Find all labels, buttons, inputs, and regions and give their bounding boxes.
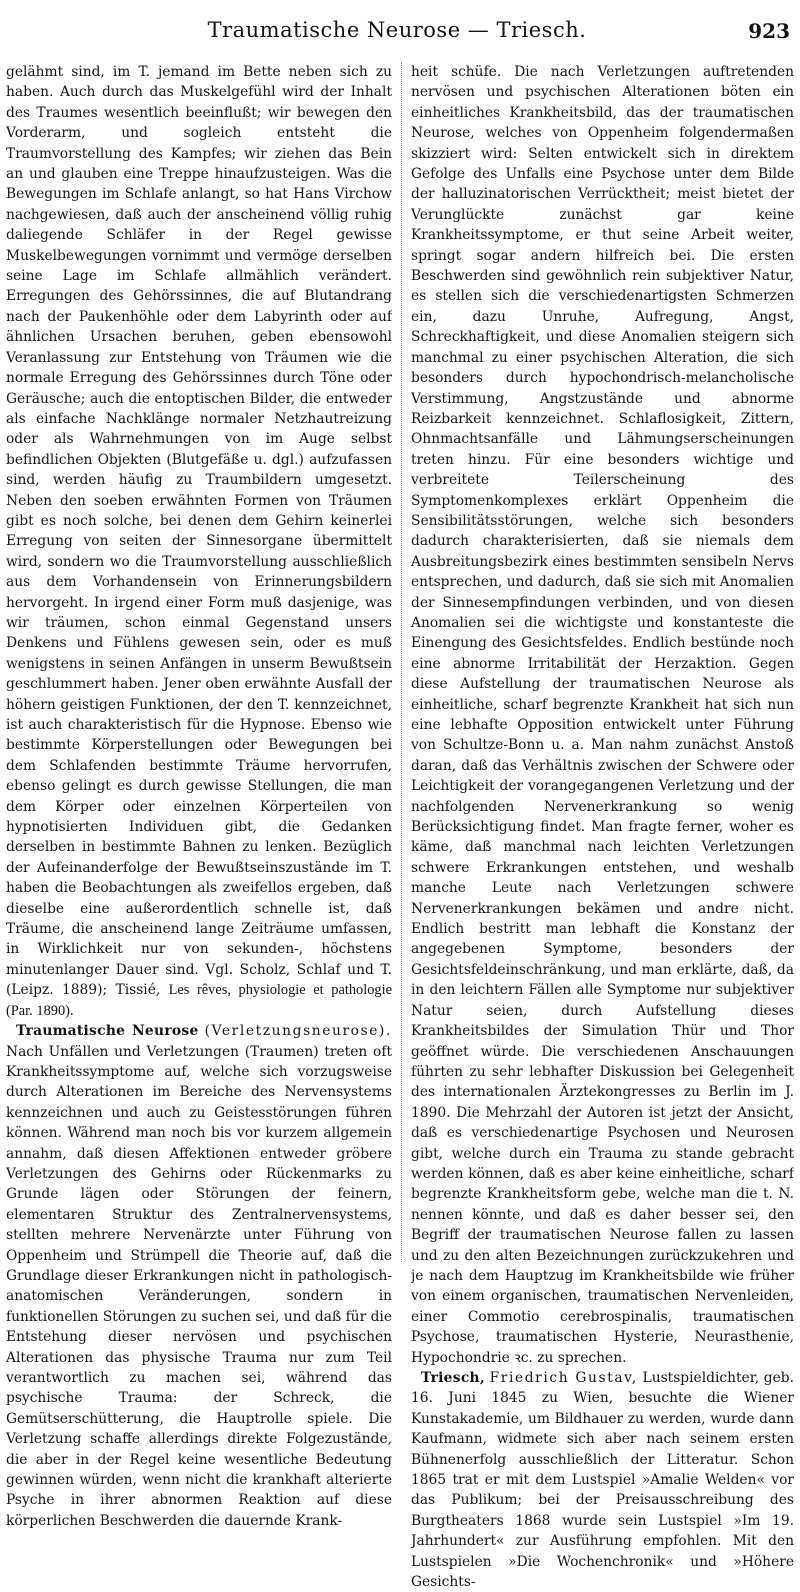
entry-headword: Triesch, bbox=[421, 1370, 485, 1386]
entry-traumatische-neurose bbox=[6, 1021, 392, 1531]
running-title: Traumatische Neurose — Triesch. bbox=[207, 18, 587, 42]
entry-synonym: (Verletzungsneurose). bbox=[204, 1023, 392, 1040]
dream-article-text: gelähmt sind, im T. jemand im Bette neben sich zu haben. Auch durch das Muskelgefühl wird der Inhalt des Traumes wesentlich beeinflußt; wir bewegen den Vorderarm, und sogleich entsteht die Traumvorstellung des Kampfes; wir ziehen das Bein an und glauben eine Treppe hinaufzusteigen. Was die Bewegungen im Schlafe anlangt, so hat Hans Virchow nachgewiesen, daß auch der anscheinend völlig ruhig daliegende Schläfer in der Regel gewisse Muskelbewegungen vornimmt und vermöge derselben seine Lage im Schlafe allmählich verändert. Erregungen des Gehörssinnes, die auf Blutandrang nach der Paukenhöhle oder dem Labyrinth oder auf ähnlichen Ursachen beruhen, geben ebensowohl Veranlassung zur Entstehung von Träumen wie die normale Erregung des Gehörssinnes durch Töne oder Geräusche; auch die entoptischen Bilder, die entweder als einfache Nachklänge normaler Netzhautreizung oder als Wahrnehmungen von im Auge selbst befindlichen Objekten (Blutgefäße u. dgl.) aufzufassen sind, werden häufig zu Traumbildern umgesetzt. Neben den soeben erwähnten Formen von Träumen gibt es noch solche, bei denen dem Gehirn keinerlei Erregung von seiten der Sinnesorgane übermittelt wird, sondern wo die Traumvorstellung ausschließlich aus dem Vorhandensein von Erinnerungsbildern hervorgeht. In irgend einer Form muß dasjenige, was wir träumen, schon einmal Gegenstand unsers Denkens und Fühlens gewesen sein, oder es muß wenigstens in seinen Anfängen in unserm Bewußtsein geschlummert haben. Jener oben erwähnte Ausfall der höhern geistigen Funktionen, der den T. kennzeichnet, ist auch charakteristisch für die Hypnose. Ebenso wie bestimmte Körperstellungen oder Bewegungen bei dem Schlafenden bestimmte Träume hervorrufen, ebenso gelingt es durch gewisse Stellungen, die man dem Körper oder einzelnen Körperteilen von hypnotisierten Individuen gibt, die Gedanken derselben in bestimmte Bahnen zu lenken. Bezüglich der Aufeinanderfolge der Bewußtseinszustände im T. haben die Beobachtungen als zweifellos ergeben, daß dieselbe eine außerordentlich schnelle ist, daß Träume, die anscheinend lange Zeiträume umfassen, in Wirklichkeit nur von sekunden-, höchstens minutenlanger Dauer sind. Vgl. Scholz, Schlaf und T. (Leipz. 1889); Tissié, bbox=[6, 64, 392, 999]
page-number: 923 bbox=[748, 19, 790, 43]
entry-given-names: Friedrich Gustav, bbox=[489, 1370, 638, 1386]
page-header bbox=[4, 18, 790, 54]
tissie-reference: Les rêves, physiologie et pathologie (Par. 1890). bbox=[6, 982, 392, 1019]
column-divider bbox=[401, 62, 402, 1262]
entry-body: Lustspieldichter, geb. 16. Juni 1845 zu Wien, besuchte die Wiener Kunstakademie, um Bildhauer zu werden, wurde dann Kaufmann, widmete sich aber nach seinem ersten Bühnenerfolg ausschließlich der Litteratur. Schon 1865 trat er mit dem Lustspiel »Amalie Welden« vor das Publikum; bei der Preisausschreibung des Burgtheaters 1868 wurde sein Lustspiel »Im 19. Jahrhundert« zur Ausführung empfohlen. Mit den Lustspielen »Die Wochenchronik« und »Höhere Gesichts- bbox=[411, 1370, 794, 1591]
right-column bbox=[411, 62, 794, 1592]
entry-triesch bbox=[411, 1368, 794, 1592]
neurose-article-continuation: heit schüfe. Die nach Verletzungen auftretenden nervösen und psychischen Alterationen böten ein einheitliches Krankheitsbild, das der traumatischen Neurose, welches von Oppenheim folgendermaßen skizziert wird: Selten entwickelt sich in direktem Gefolge des Unfalls eine Psychose unter dem Bilde der halluzinatorischen Verrücktheit; meist bietet der Verunglückte zunächst gar keine Krankheitssymptome, er thut seine Arbeit weiter, springt sogar andern hilfreich bei. Die ersten Beschwerden sind gewöhnlich rein subjektiver Natur, es stellen sich die verschiedenartigsten Schmerzen ein, dazu Unruhe, Aufregung, Angst, Schreckhaftigkeit, und diese Anomalien steigern sich manchmal zu einer psychischen Alteration, die sich besonders durch hypochondrisch-melancholische Verstimmung, Angstzustände und abnorme Reizbarkeit kennzeichnet. Schlaflosigkeit, Zittern, Ohnmachtsanfälle und Lähmungserscheinungen treten hinzu. Für eine besonders wichtige und verbreitete Teilerscheinung des Symptomenkomplexes erklärt Oppenheim die Sensibilitätsstörungen, welche sich besonders dadurch charakterisierten, daß sie niemals dem Ausbreitungsbezirk eines bestimmten sensibeln Nervs entsprechen, und dadurch, daß sie sich mit Anomalien der Sinnesempfindungen verbinden, und von diesen Anomalien sei die wichtigste und konstanteste die Einengung des Gesichtsfeldes. Endlich bestünde noch eine abnorme Irritabilität der Herzaktion. Gegen diese Aufstellung der traumatischen Neurose als einheitliche, scharf begrenzte Krankheit hat sich nun eine lebhafte Opposition entwickelt unter Führung von Schultze-Bonn u. a. Man nahm zunächst Anstoß daran, daß das Verhältnis zwischen der Schwere oder Leichtigkeit der vorangegangenen Verletzung und der nachfolgenden Nervenerkrankung so wenig Berücksichtigung findet. Man fragte ferner, woher es käme, daß manchmal nach leichten Verletzungen schwere Erkrankungen entstehen, und weshalb manche Leute nach Verletzungen schwere Nervenerkrankungen bekämen und andre nicht. Endlich bestritt man lebhaft die Konstanz der angegebenen Symptome, besonders der Gesichtsfeldeinschränkung, und man erklärte, daß, da in den leichtern Fällen alle Symptome nur subjektiver Natur seien, durch Aufstellung dieses Krankheitsbildes der Simulation Thür und Thor geöffnet würde. Die verschiedenen Anschauungen führten zu sehr lebhafter Diskussion bei Gelegenheit des internationalen Ärztekongresses zu Berlin im J. 1890. Die Mehrzahl der Autoren ist jetzt der Ansicht, daß es verschiedenartige Psychosen und Neurosen gibt, welche durch ein Trauma zu stande gebracht werden können, daß es aber keine einheitliche, scharf begrenzte Krankheitsform gebe, welche man die t. N. nennen könnte, und daß es daher besser sei, den Begriff der traumatischen Neurose fallen zu lassen und zu den alten Bezeichnungen zurückzukehren und je nach dem Hauptzug im Krankheitsbilde wie früher von einem organischen, traumatischen Nervenleiden, einer Commotio cerebrospinalis, traumatischen Psychose, traumatischen Hysterie, Neurasthenie, Hypochondrie ꝛc. zu sprechen. bbox=[411, 64, 794, 1366]
left-column bbox=[6, 62, 392, 1531]
entry-body: Nach Unfällen und Verletzungen (Traumen) treten oft Krankheitssymptome auf, welche sich vorzugsweise durch Alterationen im Bereiche des Nervensystems kennzeichnen und auch zu Geistesstörungen führen können. Während man noch bis vor kurzem allgemein annahm, daß diesen Affektionen entweder gröbere Verletzungen des Gehirns oder Rückenmarks zu Grunde lägen oder Störungen der feinern, elementaren Struktur des Zentralnervensystems, stellten mehrere Nervenärzte unter Führung von Oppenheim und Strümpell die Theorie auf, daß die Grundlage dieser Erkrankungen nicht in pathologisch-anatomischen Veränderungen, sondern in funktionellen Störungen zu suchen sei, und daß für die Entstehung dieser nervösen und psychischen Alterationen das physische Trauma nur zum Teil verantwortlich zu machen sei, während das psychische Trauma: der Schreck, die Gemütserschütterung, die Hauptrolle spiele. Die Verletzung schaffe allerdings direkte Folgezustände, die aber in der Regel keine wesentliche Bedeutung gewinnen würden, wenn nicht die krankhaft alterierte Psyche in ihrer abnormen Reaktion auf diese körperlichen Beschwerden die dauernde Krank- bbox=[6, 1043, 392, 1529]
dream-article-continuation bbox=[6, 62, 392, 1021]
entry-headword: Traumatische Neurose bbox=[16, 1023, 199, 1040]
